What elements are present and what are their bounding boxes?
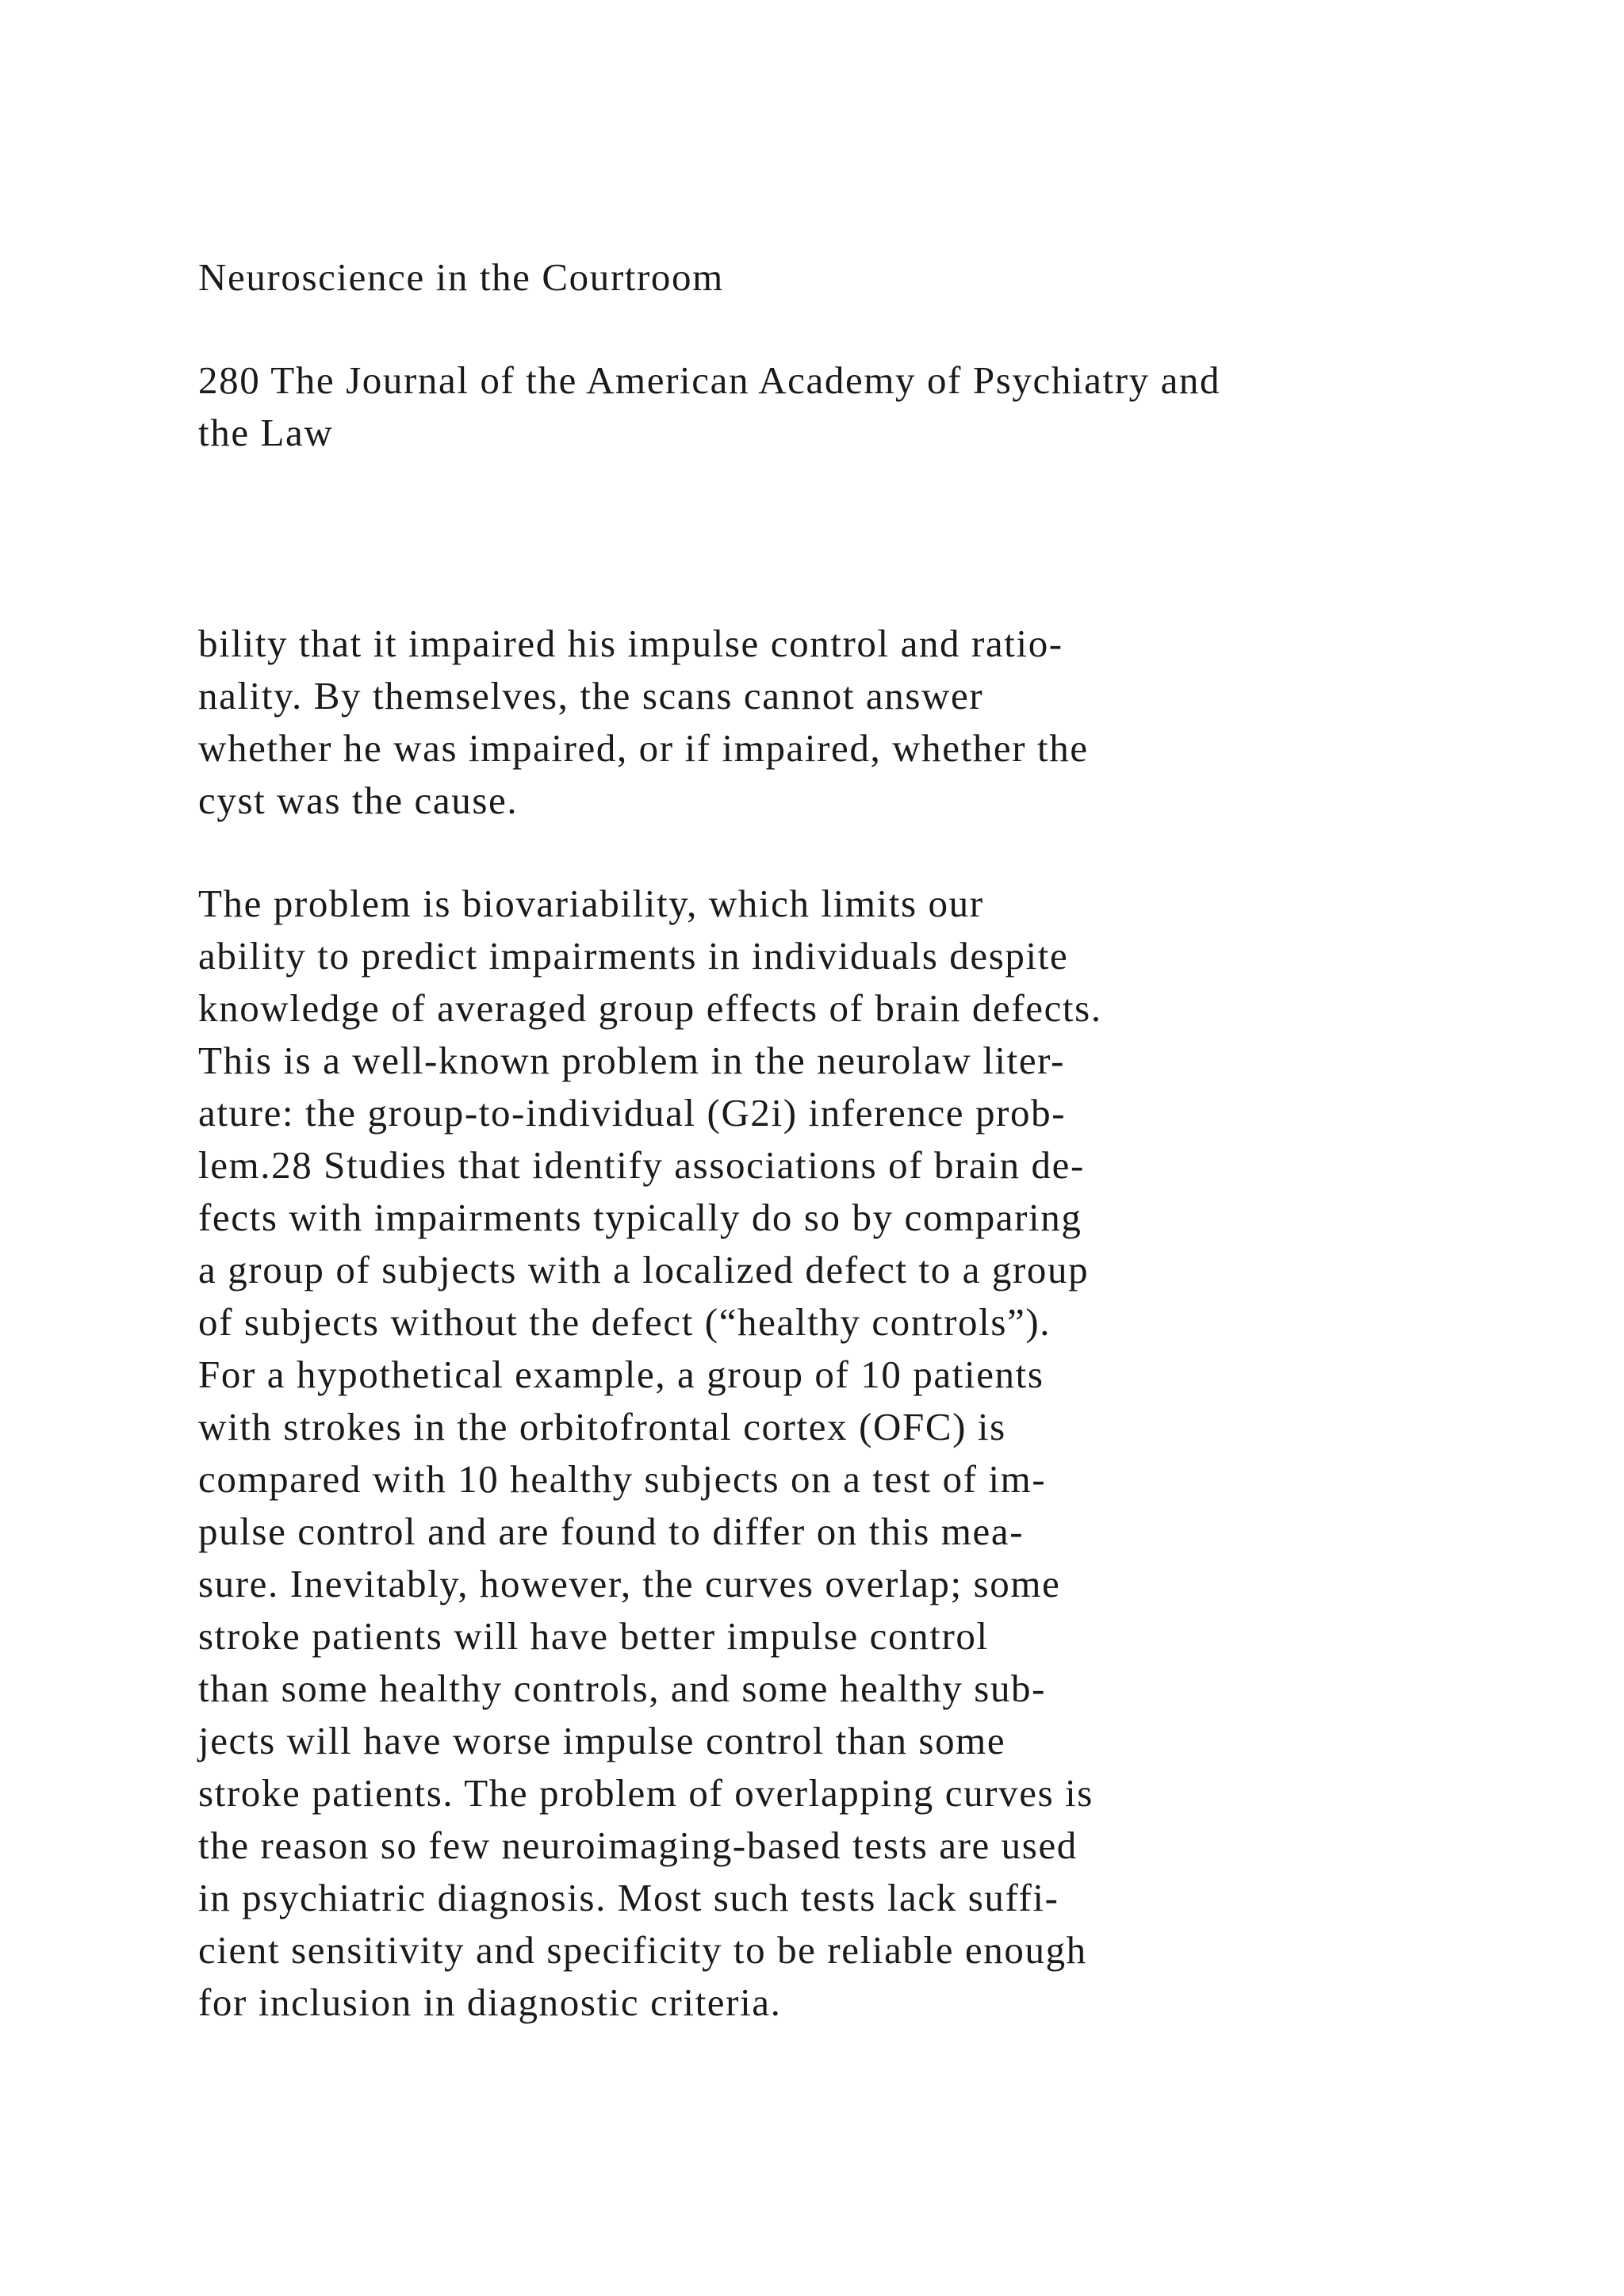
- paragraph-line: in psychiatric diagnosis. Most such tests lack suffi-: [198, 1876, 1059, 1919]
- paragraph-line: stroke patients. The problem of overlapping curves is: [198, 1771, 1094, 1815]
- paragraph-line: of subjects without the defect (“healthy controls”).: [198, 1300, 1051, 1344]
- paragraph-line: cyst was the cause.: [198, 779, 519, 822]
- paragraph-line: This is a well-known problem in the neurolaw liter-: [198, 1039, 1066, 1082]
- paragraph-line: The problem is biovariability, which limits our: [198, 882, 984, 925]
- paragraph-line: for inclusion in diagnostic criteria.: [198, 1980, 782, 2024]
- paragraph-line: nality. By themselves, the scans cannot answer: [198, 674, 984, 718]
- running-title: Neuroscience in the Courtroom: [198, 255, 724, 299]
- paragraph-line: For a hypothetical example, a group of 10 patients: [198, 1353, 1044, 1396]
- paragraph-line: ature: the group-to-individual (G2i) inference prob-: [198, 1091, 1067, 1135]
- paragraph-line: the reason so few neuroimaging-based tests are used: [198, 1823, 1078, 1867]
- paragraph-line: whether he was impaired, or if impaired, whether the: [198, 726, 1089, 770]
- paragraph-line: sure. Inevitably, however, the curves overlap; some: [198, 1562, 1061, 1605]
- paragraph-line: pulse control and are found to differ on this mea-: [198, 1510, 1025, 1553]
- journal-line-2: the Law: [198, 411, 334, 454]
- paragraph-line: lem.28 Studies that identify associations of brain de-: [198, 1143, 1085, 1187]
- paragraph-line: jects will have worse impulse control than some: [198, 1719, 1006, 1762]
- paragraph-line: a group of subjects with a localized defect to a group: [198, 1248, 1090, 1292]
- paragraph-line: compared with 10 healthy subjects on a test of im-: [198, 1457, 1047, 1501]
- paragraph-line: ability to predict impairments in individuals despite: [198, 934, 1069, 978]
- paragraph-line: stroke patients will have better impulse control: [198, 1614, 989, 1658]
- paragraph-line: than some healthy controls, and some healthy sub-: [198, 1667, 1047, 1710]
- journal-line-1: 280 The Journal of the American Academy of Psychiatry and: [198, 358, 1221, 402]
- paragraph-line: fects with impairments typically do so by comparing: [198, 1196, 1082, 1239]
- paragraph-line: with strokes in the orbitofrontal cortex (OFC) is: [198, 1405, 1006, 1448]
- paragraph-line: cient sensitivity and specificity to be reliable enough: [198, 1928, 1087, 1972]
- paragraph-line: bility that it impaired his impulse control and ratio-: [198, 622, 1063, 665]
- paragraph-line: knowledge of averaged group effects of brain defects.: [198, 986, 1102, 1030]
